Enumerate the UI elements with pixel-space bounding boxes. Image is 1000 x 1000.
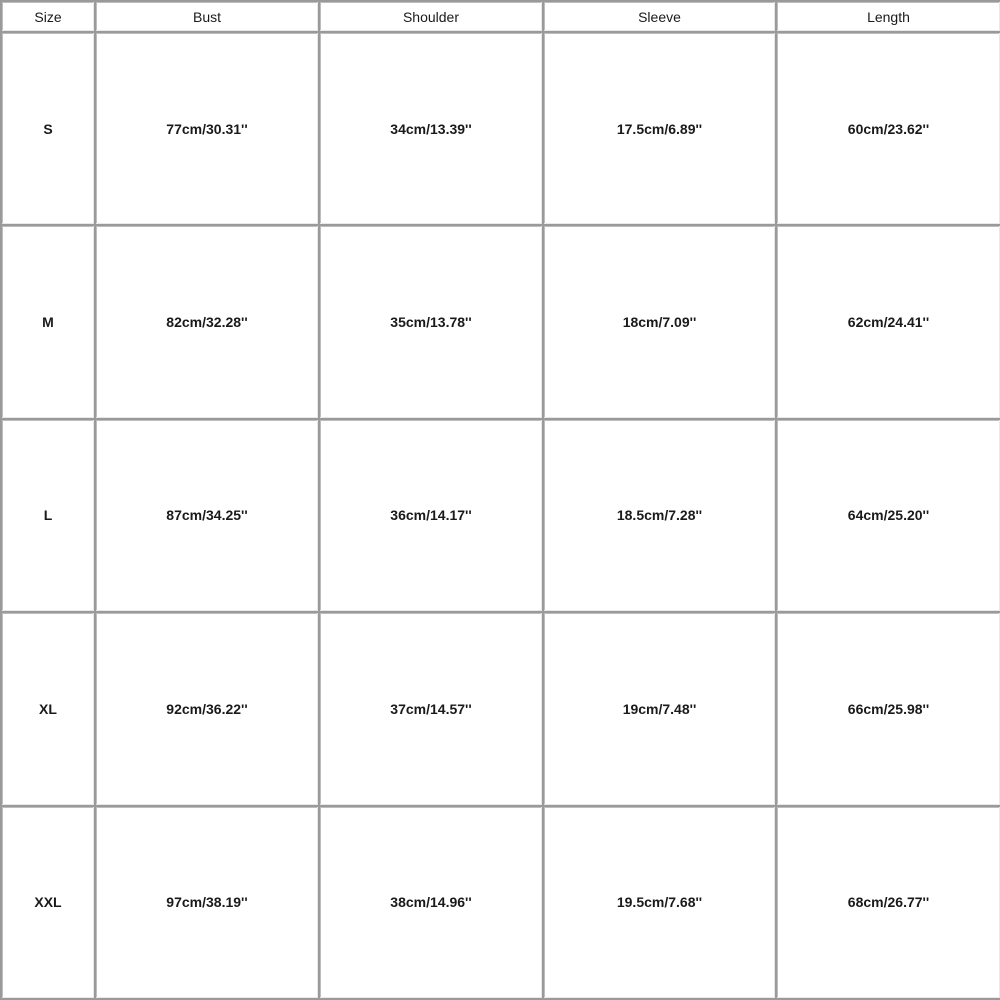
size-cell: M bbox=[2, 226, 96, 419]
length-cell: 64cm/25.20'' bbox=[777, 420, 1000, 613]
table-row bbox=[2, 33, 1000, 226]
table-row bbox=[2, 226, 1000, 419]
shoulder-cell: 37cm/14.57'' bbox=[320, 613, 544, 806]
table-row bbox=[2, 420, 1000, 613]
sleeve-cell: 19.5cm/7.68'' bbox=[544, 807, 777, 1000]
size-cell: XXL bbox=[2, 807, 96, 1000]
size-cell: S bbox=[2, 33, 96, 226]
bust-cell: 77cm/30.31'' bbox=[96, 33, 320, 226]
header-size: Size bbox=[2, 2, 96, 33]
sleeve-cell: 18cm/7.09'' bbox=[544, 226, 777, 419]
header-shoulder: Shoulder bbox=[320, 2, 544, 33]
header-sleeve: Sleeve bbox=[544, 2, 777, 33]
header-length: Length bbox=[777, 2, 1000, 33]
length-cell: 60cm/23.62'' bbox=[777, 33, 1000, 226]
shoulder-cell: 38cm/14.96'' bbox=[320, 807, 544, 1000]
bust-cell: 82cm/32.28'' bbox=[96, 226, 320, 419]
length-cell: 66cm/25.98'' bbox=[777, 613, 1000, 806]
bust-cell: 87cm/34.25'' bbox=[96, 420, 320, 613]
size-cell: XL bbox=[2, 613, 96, 806]
sleeve-cell: 19cm/7.48'' bbox=[544, 613, 777, 806]
size-cell: L bbox=[2, 420, 96, 613]
sleeve-cell: 17.5cm/6.89'' bbox=[544, 33, 777, 226]
shoulder-cell: 34cm/13.39'' bbox=[320, 33, 544, 226]
length-cell: 62cm/24.41'' bbox=[777, 226, 1000, 419]
shoulder-cell: 35cm/13.78'' bbox=[320, 226, 544, 419]
header-row bbox=[2, 2, 1000, 33]
bust-cell: 92cm/36.22'' bbox=[96, 613, 320, 806]
shoulder-cell: 36cm/14.17'' bbox=[320, 420, 544, 613]
bust-cell: 97cm/38.19'' bbox=[96, 807, 320, 1000]
sleeve-cell: 18.5cm/7.28'' bbox=[544, 420, 777, 613]
length-cell: 68cm/26.77'' bbox=[777, 807, 1000, 1000]
table-row bbox=[2, 613, 1000, 806]
table-row bbox=[2, 807, 1000, 1000]
header-bust: Bust bbox=[96, 2, 320, 33]
